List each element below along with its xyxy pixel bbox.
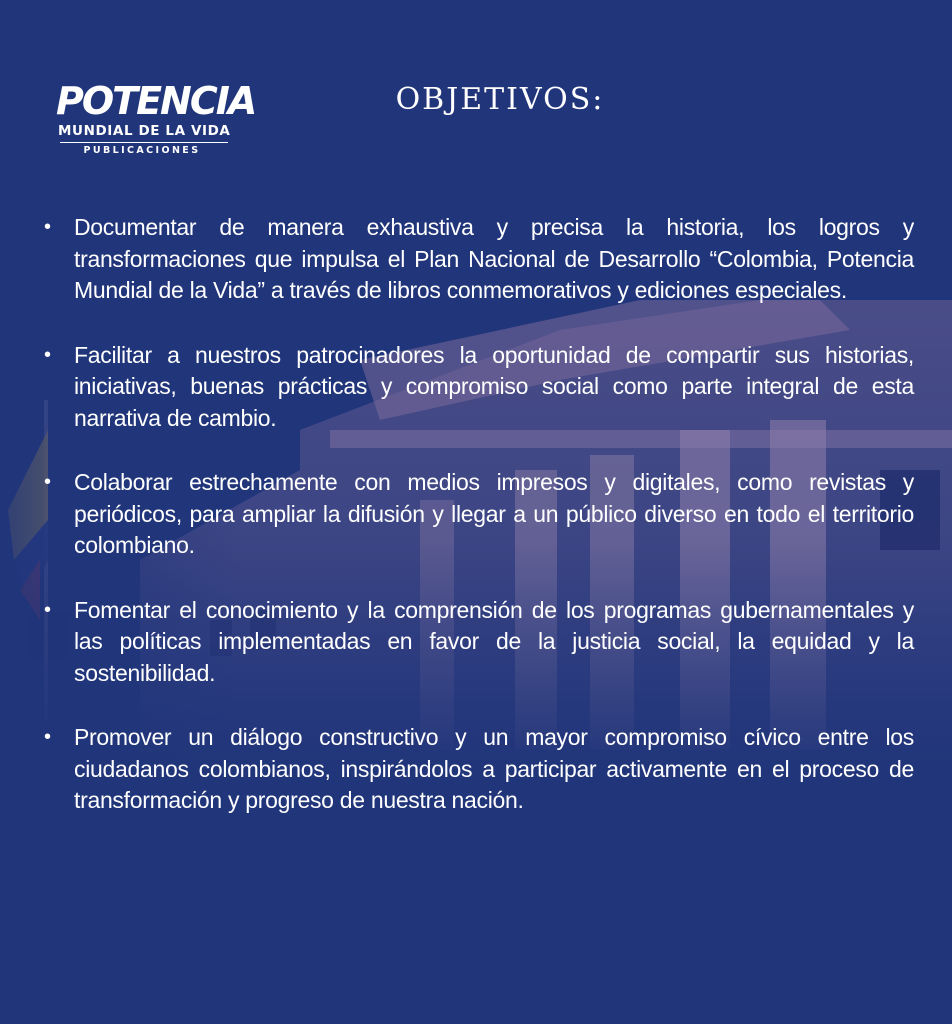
objective-text: Promover un diálogo constructivo y un mayor compromiso cívico entre los ciudadanos colombianos, inspirándolos a participar activamente en el proceso de transformación y progreso de nuestra nación. xyxy=(74,724,914,813)
page-title: OBJETIVOS: xyxy=(395,82,605,117)
bullet-icon: • xyxy=(44,216,51,238)
objective-text: Fomentar el conocimiento y la comprensión de los programas gubernamentales y las políticas implementadas en favor de la justicia social, la equidad y la sostenibilidad. xyxy=(74,596,914,686)
logo-wordmark: POTENCIA xyxy=(56,79,256,123)
objective-text: Colaborar estrechamente con medios impresos y digitales, como revistas y periódicos, para ampliar la difusión y llegar a un público diverso en todo el territorio colombiano. xyxy=(74,469,914,558)
bullet-icon: • xyxy=(44,726,51,748)
logo-divider xyxy=(60,142,228,143)
bullet-icon: • xyxy=(44,471,51,493)
logo-tagline: MUNDIAL DE LA VIDA xyxy=(58,123,231,139)
objective-item xyxy=(44,722,914,817)
logo-subtitle: PUBLICACIONES xyxy=(83,145,201,156)
objective-text: Documentar de manera exhaustiva y precisa la historia, los logros y transformaciones que impulsa el Plan Nacional de Desarrollo “Colombia, Potencia Mundial de la Vida” a través de libros conmemorativos y ediciones especiales. xyxy=(74,214,914,303)
objective-text: Facilitar a nuestros patrocinadores la oportunidad de compartir sus historias, iniciativas, buenas prácticas y compromiso social como parte integral de esta narrativa de cambio. xyxy=(74,341,914,431)
objective-item xyxy=(44,595,914,690)
potencia-logo xyxy=(56,79,256,160)
objective-item xyxy=(44,467,914,562)
bullet-icon: • xyxy=(44,598,51,621)
objectives-list xyxy=(44,212,914,850)
objective-item xyxy=(44,212,914,307)
objective-item xyxy=(44,340,914,435)
bullet-icon: • xyxy=(44,343,51,366)
